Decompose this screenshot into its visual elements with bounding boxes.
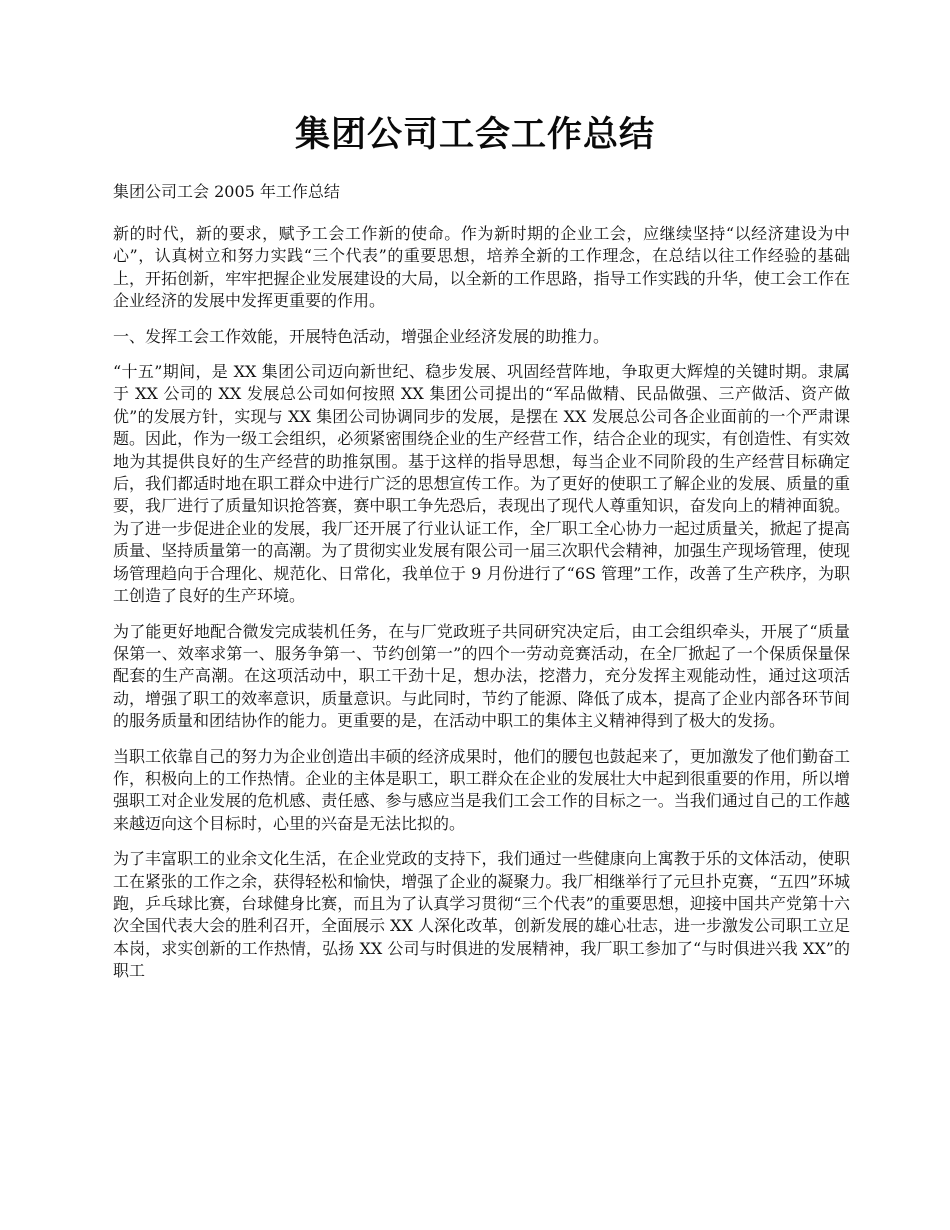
paragraph-cultural-activities: 为了丰富职工的业余文化生活，在企业党政的支持下，我们通过一些健康向上寓教于乐的文体活动，使职工在紧张的工作之余，获得轻松和愉快，增强了企业的凝聚力。我厂相继举行了元旦扑克赛，“五四”环城跑，乒乓球比赛，台球健身比赛，而且为了认真学习贯彻“三个代表”的重要思想，迎接中国共产党第十六次全国代表大会的胜利召开，全面展示 XX 人深化改革，创新发展的雄心壮志，进一步激发公司职工立足本岗，求实创新的工作热情，弘扬 XX 公司与时俱进的发展精神，我厂职工参加了“与时俱进兴我 XX”的职工 (113, 849, 850, 981)
paragraph-fifteenth-plan: “十五”期间，是 XX 集团公司迈向新世纪、稳步发展、巩固经营阵地，争取更大辉煌的关键时期。隶属于 XX 公司的 XX 发展总公司如何按照 XX 集团公司提出的“军品做精、民品做强、三产做活、资产做优”的发展方针，实现与 XX 集团公司协调同步的发展，是摆在 XX 发展总公司各企业面前的一个严肃课题。因此，作为一级工会组织，必须紧密围绕企业的生产经营工作，结合企业的现实，有创造性、有实效地为其提供良好的生产经营的助推氛围。基于这样的指导思想，每当企业不同阶段的生产经营目标确定后，我们都适时地在职工群众中进行广泛的思想宣传工作。为了更好的使职工了解企业的发展、质量的重要，我厂进行了质量知识抢答赛，赛中职工争先恐后，表现出了现代人尊重知识，奋发向上的精神面貌。为了进一步促进企业的发展，我厂还开展了行业认证工作，全厂职工全心协力一起过质量关，掀起了提高质量、坚持质量第一的高潮。为了贯彻实业发展有限公司一届三次职代会精神，加强生产现场管理，使现场管理趋向于合理化、规范化、日常化，我单位于 9 月份进行了“6S 管理”工作，改善了生产秩序，为职工创造了良好的生产环境。 (113, 362, 850, 606)
paragraph-section-heading: 一、发挥工会工作效能，开展特色活动，增强企业经济发展的助推力。 (113, 326, 610, 346)
paragraph-worker-motivation: 当职工依靠自己的努力为企业创造出丰硕的经济成果时，他们的腰包也鼓起来了，更加激发了他们勤奋工作，积极向上的工作热情。企业的主体是职工，职工群众在企业的发展壮大中起到很重要的作用，所以增强职工对企业发展的危机感、责任感、参与感应当是我们工会工作的目标之一。当我们通过自己的工作越来越迈向这个目标时，心里的兴奋是无法比拟的。 (113, 746, 850, 833)
document-body (113, 223, 850, 983)
document-title: 集团公司工会工作总结 (294, 115, 655, 155)
document-subtitle: 集团公司工会 2005 年工作总结 (113, 182, 340, 201)
paragraph-intro: 新的时代，新的要求，赋予工会工作新的使命。作为新时期的企业工会，应继续坚持“以经济建设为中心”，认真树立和努力实践“三个代表”的重要思想，培养全新的工作理念，在总结以往工作经验的基础上，开拓创新，牢牢把握企业发展建设的大局，以全新的工作思路，指导工作实践的升华，使工会工作在企业经济的发展中发挥更重要的作用。 (113, 224, 850, 311)
paragraph-labor-competition: 为了能更好地配合微发完成装机任务，在与厂党政班子共同研究决定后，由工会组织牵头，开展了“质量保第一、效率求第一、服务争第一、节约创第一”的四个一劳动竞赛活动，在全厂掀起了一个保质保量保配套的生产高潮。在这项活动中，职工干劲十足，想办法，挖潜力，充分发挥主观能动性，通过这项活动，增强了职工的效率意识，质量意识。与此同时，节约了能源、降低了成本，提高了企业内部各环节间的服务质量和团结协作的能力。更重要的是，在活动中职工的集体主义精神得到了极大的发扬。 (113, 621, 850, 731)
